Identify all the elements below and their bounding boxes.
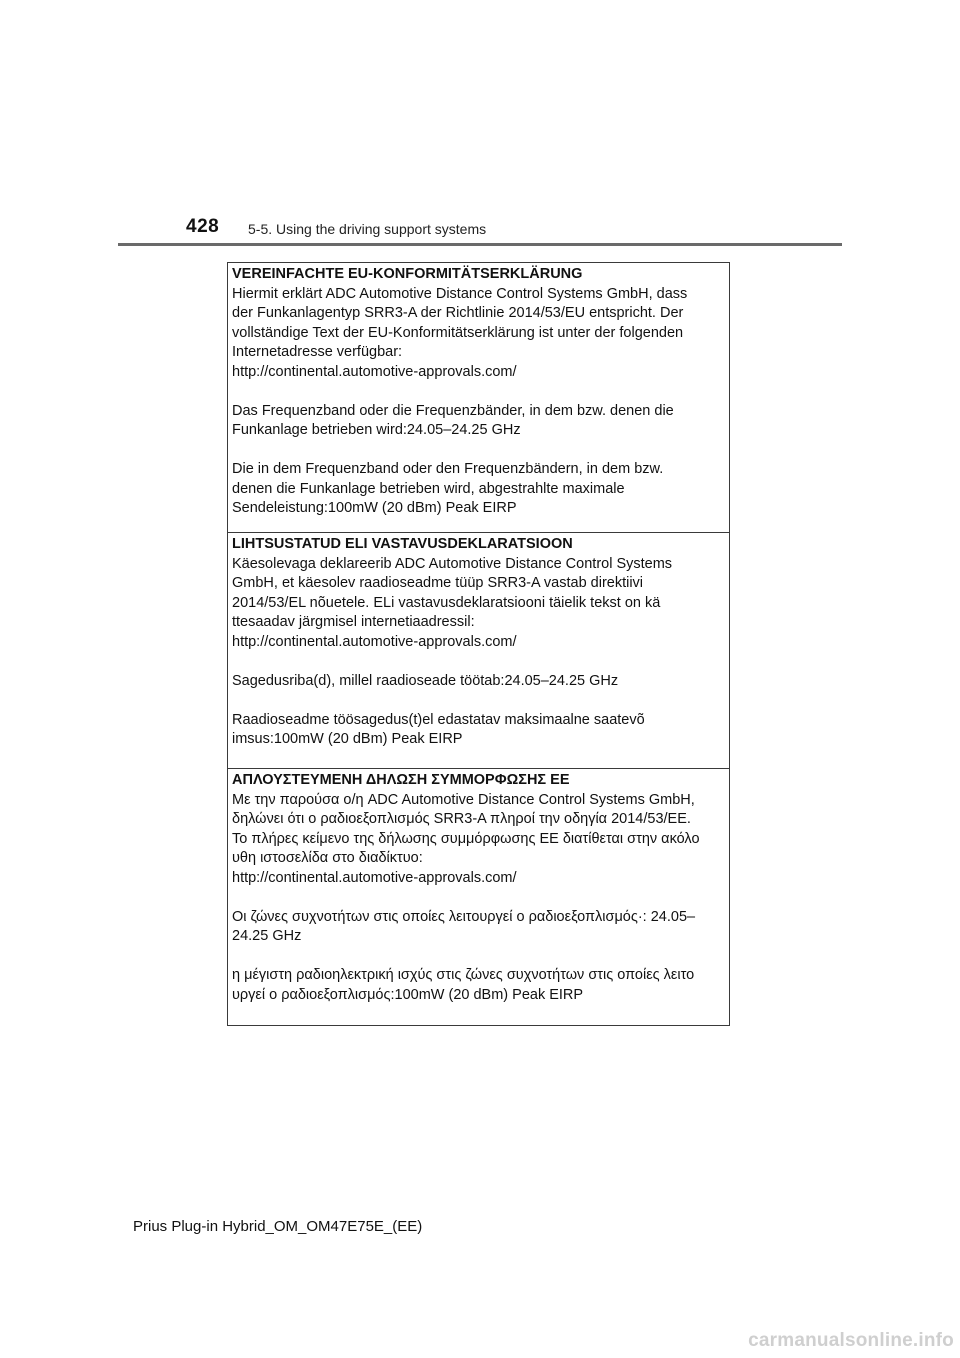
url-text: http://continental.automotive-approvals.com/ — [232, 363, 517, 380]
text-line: Die in dem Frequenzband oder den Frequenzbändern, in dem bzw. — [232, 461, 664, 477]
text-line: Sagedusriba(d), millel raadioseade töötab:24.05–24.25 GHz — [232, 672, 619, 689]
page-number: 428 — [186, 216, 220, 237]
section-heading: VEREINFACHTE EU-KONFORMITÄTSERKLÄRUNG — [232, 266, 583, 282]
footer-document-id: Prius Plug-in Hybrid_OM_OM47E75E_(EE) — [133, 1218, 423, 1235]
declaration-section-estonian — [228, 532, 729, 768]
spacer — [232, 441, 729, 461]
text-line: Με την παρούσα ο/η ADC Automotive Distance Control Systems GmbH, — [232, 791, 695, 808]
text-line: Το πλήρες κείμενο της δήλωσης συμμόρφωσης ΕΕ διατίθεται στην ακόλο — [232, 830, 700, 847]
text-line: 2014/53/EL nõuetele. ELi vastavusdeklaratsiooni täielik tekst on kä — [232, 594, 661, 611]
text-line: δηλώνει ότι ο ραδιοεξοπλισμός SRR3-A πληροί την οδηγία 2014/53/ΕΕ. — [232, 811, 691, 827]
text-line: GmbH, et käesolev raadioseadme tüüp SRR3-A vastab direktiivi — [232, 575, 644, 591]
text-line: vollständige Text der EU-Konformitätserklärung ist unter der folgenden — [232, 324, 684, 341]
text-line: imsus:100mW (20 dBm) Peak EIRP — [232, 731, 463, 747]
text-line: denen die Funkanlage betrieben wird, abgestrahlte maximale — [232, 480, 625, 497]
text-line: Käesolevaga deklareerib ADC Automotive Distance Control Systems — [232, 555, 673, 572]
text-line: 24.25 GHz — [232, 928, 302, 944]
text-line: Das Frequenzband oder die Frequenzbänder, in dem bzw. denen die — [232, 402, 674, 419]
url-text: http://continental.automotive-approvals.com/ — [232, 633, 517, 650]
text-line: η μέγιστη ραδιοηλεκτρική ισχύς στις ζώνες συχνοτήτων στις οποίες λειτο — [232, 967, 695, 983]
section-heading: LIHTSUSTATUD ELI VASTAVUSDEKLARATSIOON — [232, 536, 573, 552]
section-heading: ΑΠΛΟΥΣΤΕΥΜΕΝΗ ΔΗΛΩΣΗ ΣΥΜΜΟΡΦΩΣΗΣ ΕΕ — [232, 772, 570, 788]
spacer — [232, 691, 729, 711]
text-line: Raadioseadme töösagedus(t)el edastatav maksimaalne saatevõ — [232, 711, 645, 728]
text-line: Sendeleistung:100mW (20 dBm) Peak EIRP — [232, 500, 517, 516]
text-line: ttesaadav järgmisel internetiaadressil: — [232, 614, 475, 630]
spacer — [232, 947, 729, 967]
text-line: der Funkanlagentyp SRR3-A der Richtlinie 2014/53/EU entspricht. Der — [232, 305, 684, 321]
spacer — [232, 652, 729, 672]
text-line: Οι ζώνες συχνοτήτων στις οποίες λειτουργεί ο ραδιοεξοπλισμός·: 24.05– — [232, 908, 696, 925]
text-line: Hiermit erklärt ADC Automotive Distance Control Systems GmbH, dass — [232, 285, 688, 302]
text-line: Internetadresse verfügbar: — [232, 344, 403, 360]
declaration-section-german — [228, 263, 729, 532]
declaration-box — [227, 262, 730, 1026]
text-line: Funkanlage betrieben wird:24.05–24.25 GHz — [232, 422, 521, 438]
header-divider — [118, 243, 842, 246]
text-line: υθη ιστοσελίδα στο διαδίκτυο: — [232, 850, 423, 866]
section-title: 5-5. Using the driving support systems — [248, 221, 487, 237]
url-text: http://continental.automotive-approvals.com/ — [232, 869, 517, 886]
text-line: υργεί ο ραδιοεξοπλισμός:100mW (20 dBm) Peak EIRP — [232, 986, 584, 1003]
spacer — [232, 382, 729, 402]
declaration-section-greek — [228, 768, 729, 1025]
watermark: carmanualsonline.info — [748, 1330, 954, 1351]
spacer — [232, 888, 729, 908]
